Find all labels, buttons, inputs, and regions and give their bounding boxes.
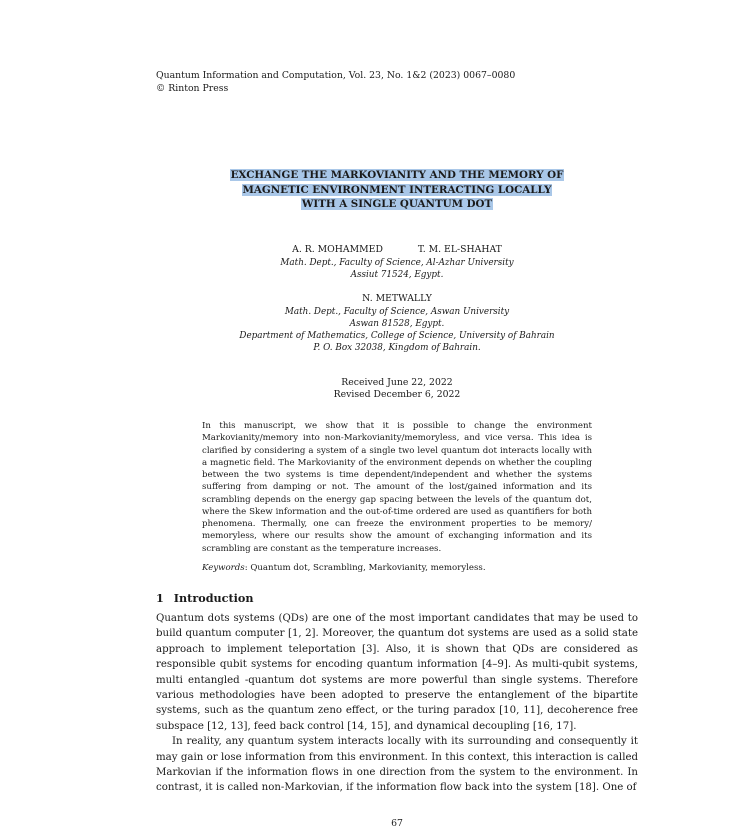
affiliation-line: Department of Mathematics, College of Science, University of Bahrain <box>239 331 555 341</box>
paper-title <box>150 168 644 212</box>
received-date: Received June 22, 2022 <box>341 377 453 388</box>
author-names-row <box>150 244 644 255</box>
keywords: Keywords: Quantum dot, Scrambling, Markovianity, memoryless. <box>202 563 486 573</box>
affiliation-line: Math. Dept., Faculty of Science, Al-Azhar University <box>280 258 514 268</box>
keywords-text: Quantum dot, Scrambling, Markovianity, memoryless. <box>250 563 486 573</box>
section-title: Introduction <box>173 591 254 605</box>
paragraph: Quantum dots systems (QDs) are one of the most important candidates that may be used to build quantum computer [1, 2]. Moreover, the quantum dot systems are used as a solid state approach to implement teleportation [3]. Also, it is shown that QDs are considered as responsible qubit systems for encoding quantum information [4–9]. As multi-qubit systems, multi entangled -quantum dot systems are more powerful than single systems. Therefore various methodologies have been adopted to preserve the entanglement of the bipartite systems, such as the quantum zeno effect, or the turing paradox [10, 11], decoherence free subspace [12, 13], feed back control [14, 15], and dynamical decoupling [16, 17]. <box>156 613 638 732</box>
author-el-shahat: T. M. EL-SHAHAT <box>417 244 502 255</box>
abstract: In this manuscript, we show that it is possible to change the environment Markovianity/memory into non-Markovianity/memoryless, and vice versa. This idea is clarified by considering a system of a single two level quantum dot interacts locally with a magnetic field. The Markovianity of the environment depends on whether the coupling between the two systems is time dependent/independent and whether the systems suffering from damping or not. The amount of the lost/gained information and its scrambling depends on the energy gap spacing between the levels of the quantum dot, where the Skew information and the out-of-time ordered are used as quantifiers for both phenomena. Thermally, one can freeze the environment properties to be memory/ memoryless, where our results show the amount of exchanging information and its scrambling are constant as the temperature increases. <box>202 421 592 554</box>
title-line-2: MAGNETIC ENVIRONMENT INTERACTING LOCALLY <box>242 183 552 196</box>
affiliation-al-azhar <box>150 257 644 281</box>
affiliation-line: Aswan 81528, Egypt. <box>349 319 445 330</box>
paragraph: In reality, any quantum system interacts locally with its surrounding and consequently it may gain or lose information from this environment. In this context, this interaction is called Markovian if the information flows in one direction from the system to the environment. In contrast, it is called non-Markovian, if the information flow back into the system [18]. One of <box>156 736 638 794</box>
affiliation-line: Math. Dept., Faculty of Science, Aswan University <box>284 307 510 317</box>
page-number: 67 <box>391 818 403 829</box>
body-text <box>156 611 638 796</box>
keywords-label: Keywords <box>202 563 245 573</box>
affiliation-bahrain <box>150 330 644 354</box>
journal-citation: Quantum Information and Computation, Vol. 23, No. 1&2 (2023) 0067–0080 <box>156 70 516 81</box>
revised-date: Revised December 6, 2022 <box>333 389 461 400</box>
journal-header <box>156 70 515 95</box>
affiliation-line: Assiut 71524, Egypt. <box>350 270 444 281</box>
author-metwally: N. METWALLY <box>362 293 432 304</box>
title-line-3: WITH A SINGLE QUANTUM DOT <box>301 198 493 210</box>
affiliation-aswan <box>150 306 644 330</box>
section-number: 1 <box>156 591 164 605</box>
section-heading <box>156 591 253 605</box>
journal-publisher: © Rinton Press <box>156 82 229 94</box>
author-mohammed: A. R. MOHAMMED <box>292 244 383 255</box>
affiliation-line: P. O. Box 32038, Kingdom of Bahrain. <box>313 343 481 354</box>
title-line-1: EXCHANGE THE MARKOVIANITY AND THE MEMORY OF <box>230 169 564 181</box>
